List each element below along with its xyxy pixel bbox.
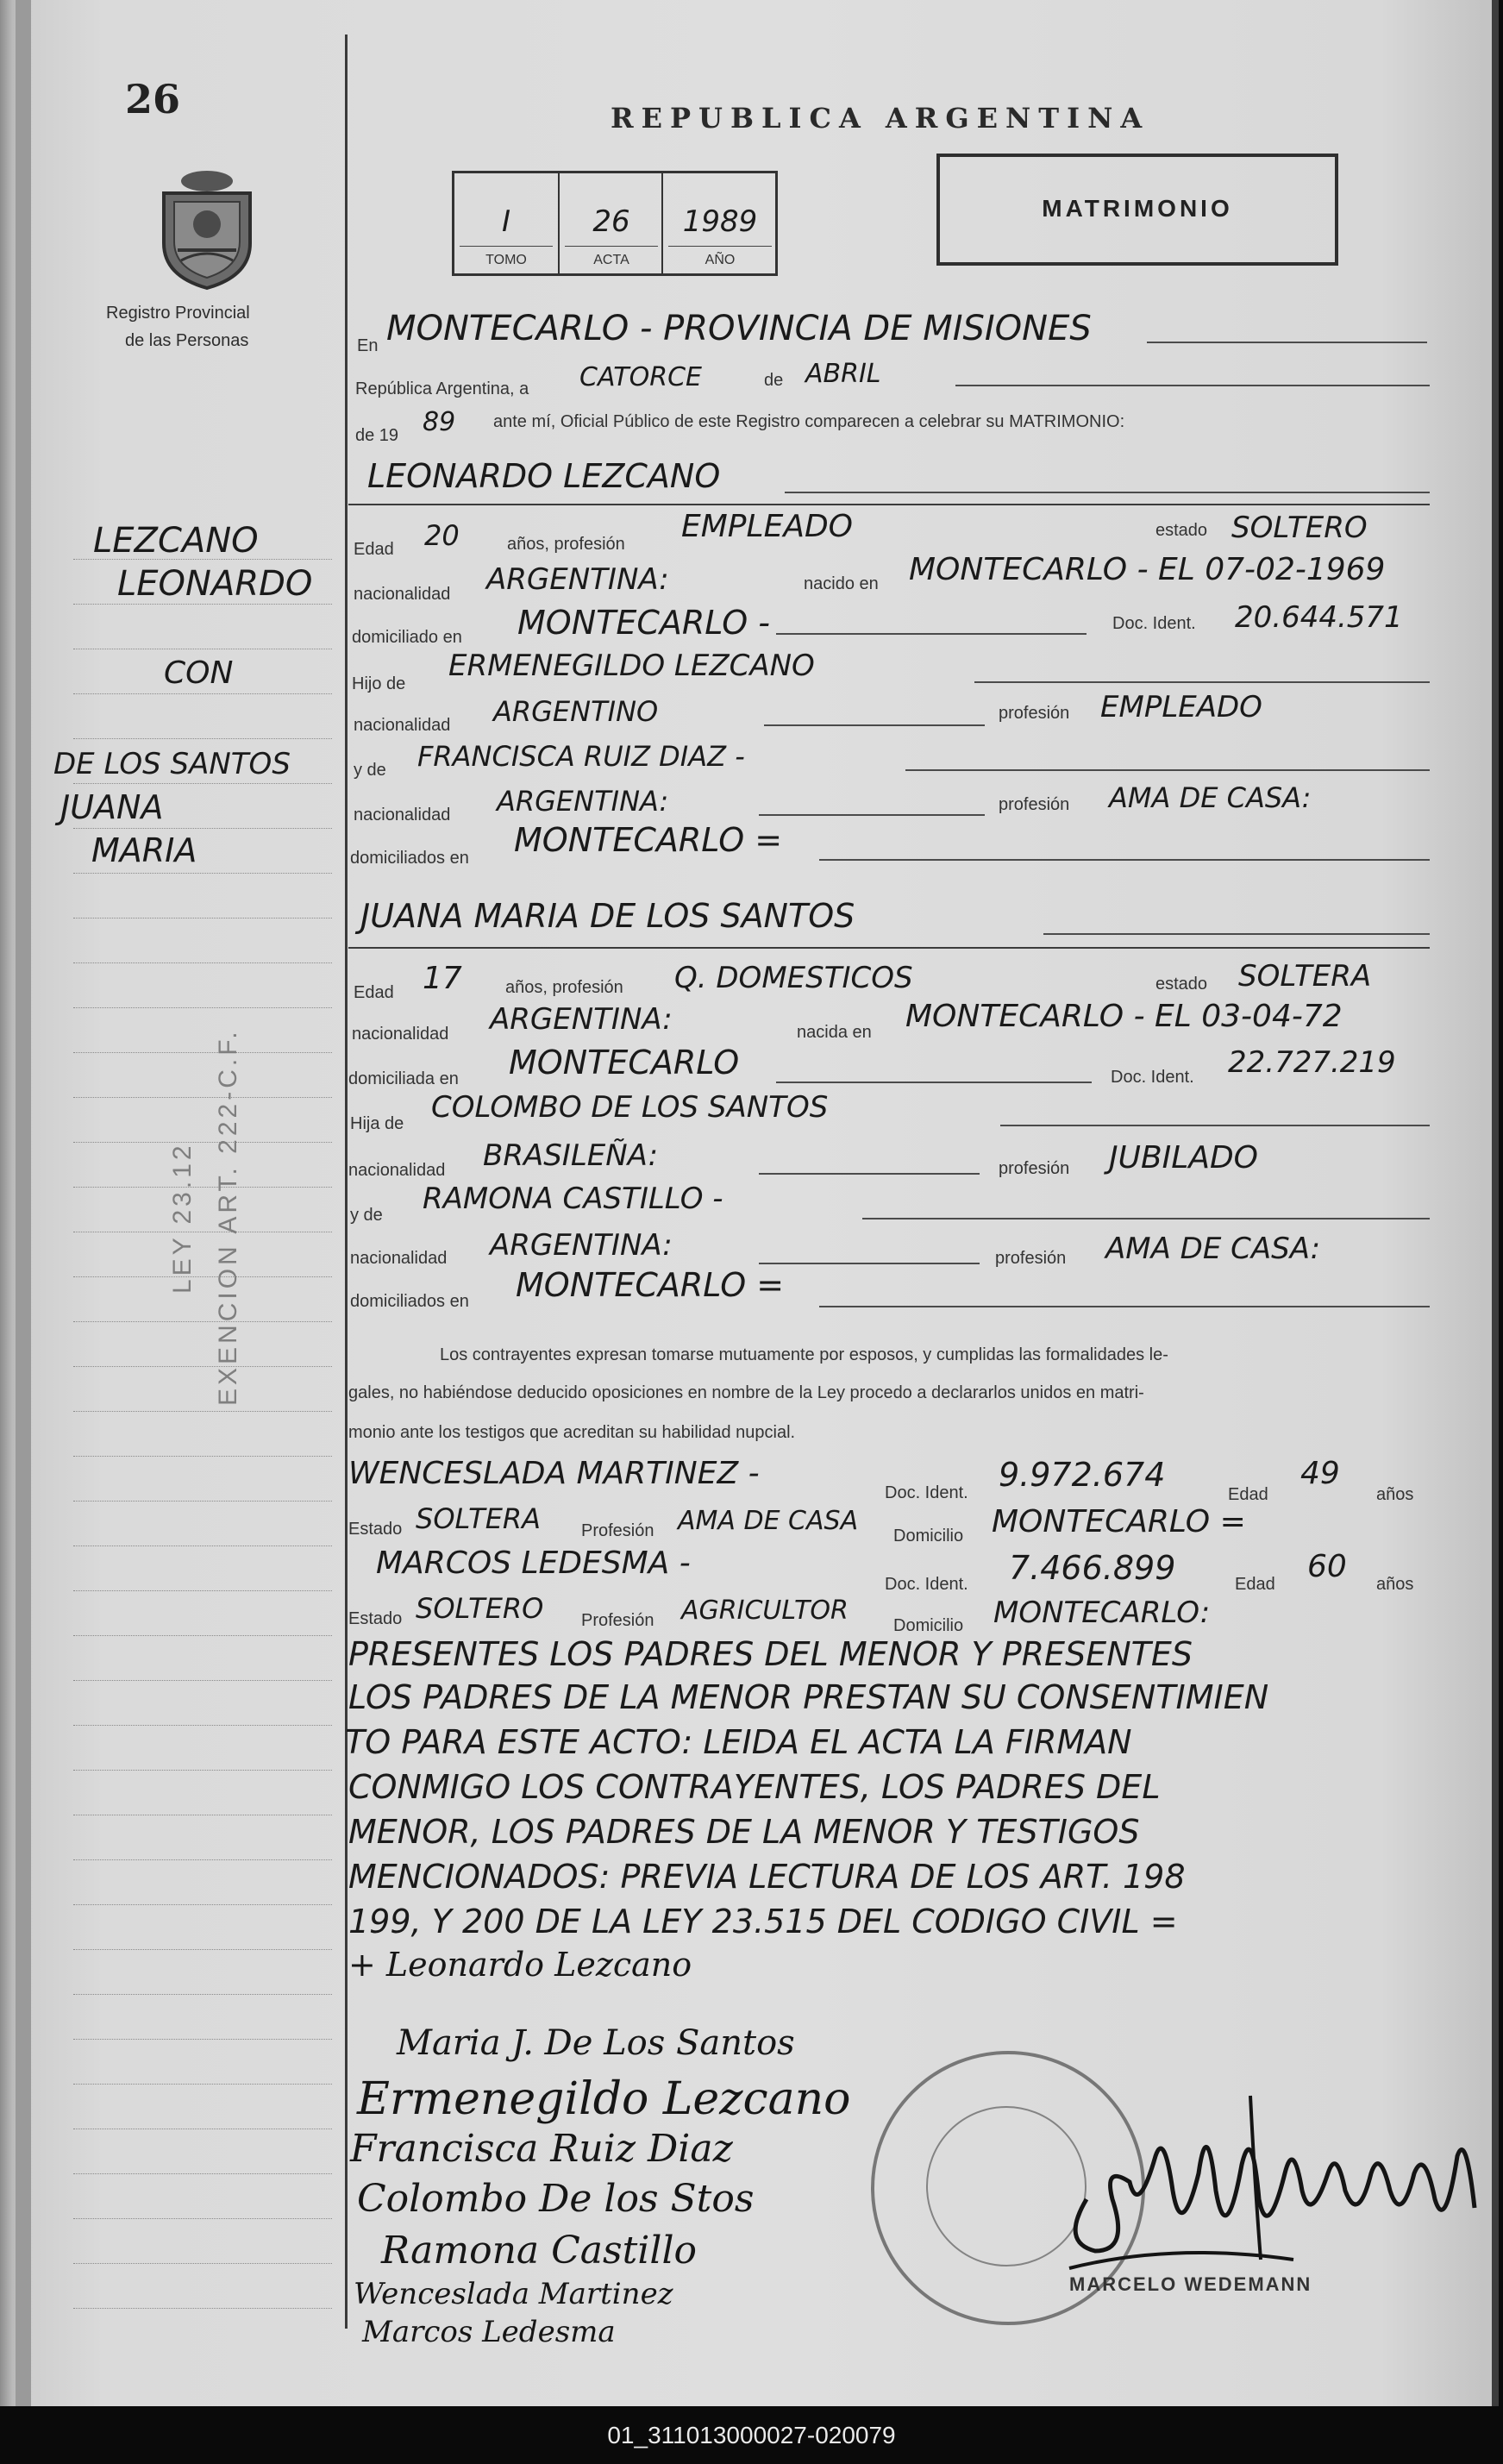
bride-nationality: ARGENTINA: bbox=[490, 1002, 673, 1037]
margin-bride-surname: DE LOS SANTOS bbox=[53, 747, 291, 781]
margin-con: CON bbox=[164, 655, 234, 691]
bride-label-edad: Edad bbox=[354, 983, 394, 1002]
groom-label-and-of: y de bbox=[354, 761, 386, 780]
witness2-profession: AGRICULTOR bbox=[681, 1596, 849, 1626]
margin-divider bbox=[345, 34, 348, 2329]
margin-stamp-exemption: EXENCION ART. 222-C.F. bbox=[214, 1028, 242, 1406]
bride-label-profession: años, profesión bbox=[505, 978, 623, 997]
bride-label-estado: estado bbox=[1155, 975, 1208, 994]
label-year-prefix: de 19 bbox=[355, 426, 399, 445]
declaration-line3: monio ante los testigos que acreditan su habilidad nupcial. bbox=[348, 1423, 796, 1442]
marriage-year-suffix: 89 bbox=[423, 407, 456, 437]
witness1-domicile: MONTECARLO = bbox=[992, 1504, 1246, 1539]
groom-status: SOLTERO bbox=[1231, 511, 1368, 545]
notes-line4: CONMIGO LOS CONTRAYENTES, LOS PADRES DEL bbox=[348, 1768, 1161, 1806]
groom-label-edad: Edad bbox=[354, 540, 394, 559]
groom-mother: FRANCISCA RUIZ DIAZ - bbox=[417, 740, 745, 773]
acta-value: 26 bbox=[592, 204, 630, 239]
witness1-label-doc: Doc. Ident. bbox=[885, 1483, 968, 1502]
record-type: MATRIMONIO bbox=[1042, 195, 1233, 222]
bride-mother-label-profession: profesión bbox=[995, 1249, 1067, 1268]
groom-label-estado: estado bbox=[1155, 521, 1208, 540]
record-number-box bbox=[452, 171, 778, 276]
groom-father-profession: EMPLEADO bbox=[1100, 690, 1262, 724]
bride-parents-label-domicile: domiciliados en bbox=[350, 1292, 469, 1311]
page-edge bbox=[1492, 0, 1499, 2406]
groom-full-name: LEONARDO LEZCANO bbox=[367, 457, 721, 495]
groom-father-label-profession: profesión bbox=[999, 704, 1070, 723]
bride-birth: MONTECARLO - EL 03-04-72 bbox=[905, 999, 1343, 1034]
groom-doc: 20.644.571 bbox=[1235, 600, 1403, 635]
acta-label: ACTA bbox=[593, 253, 629, 267]
bride-mother: RAMONA CASTILLO - bbox=[423, 1182, 723, 1216]
groom-label-doc: Doc. Ident. bbox=[1112, 614, 1196, 633]
bride-full-name: JUANA MARIA DE LOS SANTOS bbox=[360, 897, 855, 935]
acta-cell bbox=[558, 173, 663, 273]
witness1-name: WENCESLADA MARTINEZ - bbox=[348, 1456, 760, 1491]
page-number: 26 bbox=[125, 76, 181, 122]
bride-father: COLOMBO DE LOS SANTOS bbox=[431, 1090, 829, 1125]
groom-label-domicile: domiciliado en bbox=[352, 628, 462, 647]
witness1-label-years: años bbox=[1376, 1485, 1414, 1504]
signature-groom-mother: Francisca Ruiz Diaz bbox=[350, 2127, 733, 2171]
country-heading: REPUBLICA ARGENTINA bbox=[611, 102, 1150, 135]
witness1-profession: AMA DE CASA bbox=[678, 1506, 859, 1536]
witness2-label-doc: Doc. Ident. bbox=[885, 1575, 968, 1594]
witness1-label-status: Estado bbox=[348, 1520, 403, 1539]
bride-label-born: nacida en bbox=[797, 1023, 872, 1042]
bride-label-doc: Doc. Ident. bbox=[1111, 1068, 1194, 1087]
bride-label-nationality: nacionalidad bbox=[352, 1025, 449, 1044]
groom-domicile: MONTECARLO - bbox=[517, 604, 770, 642]
registry-name-line1: Registro Provincial bbox=[106, 304, 250, 323]
witness2-label-years: años bbox=[1376, 1575, 1414, 1594]
ano-label: AÑO bbox=[705, 253, 736, 267]
groom-parents-domicile: MONTECARLO = bbox=[514, 821, 783, 859]
ano-value: 1989 bbox=[682, 204, 758, 239]
witness2-age: 60 bbox=[1307, 1549, 1347, 1584]
image-id-caption: 01_311013000027-020079 bbox=[607, 2422, 896, 2448]
groom-mother-label-profession: profesión bbox=[999, 795, 1070, 814]
groom-label-son-of: Hijo de bbox=[352, 674, 406, 693]
groom-father: ERMENEGILDO LEZCANO bbox=[448, 649, 815, 683]
marriage-place: MONTECARLO - PROVINCIA DE MISIONES bbox=[386, 309, 1092, 348]
groom-mother-label-nationality: nacionalidad bbox=[354, 806, 451, 824]
label-de: de bbox=[764, 371, 784, 390]
margin-groom-name: LEONARDO bbox=[117, 564, 313, 604]
bride-label-and-of: y de bbox=[350, 1206, 383, 1225]
groom-nationality: ARGENTINA: bbox=[486, 562, 669, 597]
groom-age: 20 bbox=[424, 519, 460, 552]
notes-line1: PRESENTES LOS PADRES DEL MENOR Y PRESENTES bbox=[348, 1635, 1193, 1673]
tomo-cell bbox=[454, 173, 558, 273]
margin-stamp-law: LEY 23.12 bbox=[168, 1142, 197, 1294]
witness1-label-age: Edad bbox=[1228, 1485, 1268, 1504]
notes-line5: MENOR, LOS PADRES DE LA MENOR Y TESTIGOS bbox=[348, 1813, 1140, 1851]
witness2-doc: 7.466.899 bbox=[1009, 1549, 1176, 1587]
ano-cell bbox=[661, 173, 777, 273]
bride-status: SOLTERA bbox=[1238, 959, 1372, 994]
groom-father-label-nationality: nacionalidad bbox=[354, 716, 451, 735]
groom-label-nationality: nacionalidad bbox=[354, 585, 451, 604]
groom-father-nationality: ARGENTINO bbox=[493, 695, 659, 728]
witness2-label-age: Edad bbox=[1235, 1575, 1275, 1594]
registry-name-line2: de las Personas bbox=[125, 331, 249, 350]
signature-bride-mother: Ramona Castillo bbox=[381, 2229, 698, 2273]
signature-witness1: Wenceslada Martinez bbox=[354, 2277, 673, 2311]
witness1-doc: 9.972.674 bbox=[999, 1456, 1166, 1494]
page-binding bbox=[16, 0, 31, 2406]
witness2-name: MARCOS LEDESMA - bbox=[376, 1545, 691, 1581]
witness1-label-domicile: Domicilio bbox=[893, 1527, 964, 1545]
margin-bride-name1: JUANA bbox=[60, 788, 164, 826]
witness2-label-status: Estado bbox=[348, 1609, 403, 1628]
bride-father-nationality: BRASILEÑA: bbox=[483, 1138, 659, 1173]
notes-line3: TO PARA ESTE ACTO: LEIDA EL ACTA LA FIRMAN bbox=[345, 1723, 1132, 1761]
label-statement: ante mí, Oficial Público de este Registro comparecen a celebrar su MATRIMONIO: bbox=[493, 412, 1125, 431]
bride-age: 17 bbox=[423, 961, 462, 996]
tomo-label: TOMO bbox=[485, 253, 527, 267]
groom-mother-nationality: ARGENTINA: bbox=[497, 785, 669, 818]
provincial-coat-of-arms-icon bbox=[152, 164, 262, 292]
notes-line2: LOS PADRES DE LA MENOR PRESTAN SU CONSENTIMIEN bbox=[348, 1678, 1269, 1716]
witness2-domicile: MONTECARLO: bbox=[993, 1596, 1211, 1630]
signature-witness2: Marcos Ledesma bbox=[362, 2315, 616, 2349]
groom-label-born: nacido en bbox=[804, 574, 879, 593]
bride-father-label-nationality: nacionalidad bbox=[348, 1161, 446, 1180]
marriage-day: CATORCE bbox=[579, 362, 702, 392]
witness1-label-profession: Profesión bbox=[581, 1521, 654, 1540]
bride-domicile: MONTECARLO bbox=[509, 1044, 740, 1082]
notes-line8: + Leonardo Lezcano bbox=[348, 1946, 692, 1984]
bride-father-label-profession: profesión bbox=[999, 1159, 1070, 1178]
notes-line7: 199, Y 200 DE LA LEY 23.515 DEL CODIGO CIVIL = bbox=[348, 1903, 1178, 1940]
witness2-status: SOLTERO bbox=[416, 1592, 544, 1625]
signature-groom-father: Ermenegildo Lezcano bbox=[357, 2073, 851, 2125]
witness1-status: SOLTERA bbox=[416, 1502, 542, 1535]
margin-groom-surname: LEZCANO bbox=[93, 521, 259, 561]
signature-bride-father: Colombo De los Stos bbox=[357, 2177, 755, 2221]
label-republica: República Argentina, a bbox=[355, 379, 529, 398]
bride-father-profession: JUBILADO bbox=[1109, 1140, 1259, 1176]
witness2-label-profession: Profesión bbox=[581, 1611, 654, 1630]
bride-parents-domicile: MONTECARLO = bbox=[516, 1266, 785, 1304]
declaration-line1: Los contrayentes expresan tomarse mutuamente por esposos, y cumplidas las formalidades le- bbox=[440, 1345, 1168, 1364]
witness2-label-domicile: Domicilio bbox=[893, 1616, 964, 1635]
groom-birth: MONTECARLO - EL 07-02-1969 bbox=[909, 552, 1386, 587]
notes-line6: MENCIONADOS: PREVIA LECTURA DE LOS ART. 198 bbox=[348, 1858, 1186, 1896]
tomo-value: I bbox=[501, 204, 511, 239]
bride-label-daughter-of: Hija de bbox=[350, 1114, 404, 1133]
record-type-box bbox=[936, 154, 1338, 266]
bride-mother-profession: AMA DE CASA: bbox=[1105, 1232, 1321, 1266]
bride-mother-label-nationality: nacionalidad bbox=[350, 1249, 448, 1268]
official-signature-scribble bbox=[1035, 2078, 1483, 2277]
groom-label-profession: años, profesión bbox=[507, 535, 625, 554]
declaration-line2: gales, no habiéndose deducido oposiciones en nombre de la Ley procedo a declararlos unidos en matri- bbox=[348, 1383, 1144, 1402]
bride-mother-nationality: ARGENTINA: bbox=[490, 1228, 673, 1263]
bride-profession: Q. DOMESTICOS bbox=[674, 961, 913, 995]
groom-parents-label-domicile: domiciliados en bbox=[350, 849, 469, 868]
bride-label-domicile: domiciliada en bbox=[348, 1069, 459, 1088]
label-en: En bbox=[357, 336, 379, 355]
witness1-age: 49 bbox=[1300, 1456, 1340, 1491]
bride-doc: 22.727.219 bbox=[1228, 1045, 1396, 1080]
signature-bride: Maria J. De Los Santos bbox=[397, 2023, 795, 2063]
margin-bride-name2: MARIA bbox=[91, 831, 197, 869]
official-name-stamp: MARCELO WEDEMANN bbox=[1069, 2273, 1312, 2295]
groom-mother-profession: AMA DE CASA: bbox=[1109, 781, 1312, 814]
groom-profession: EMPLEADO bbox=[681, 509, 854, 544]
marriage-month: ABRIL bbox=[805, 359, 881, 389]
